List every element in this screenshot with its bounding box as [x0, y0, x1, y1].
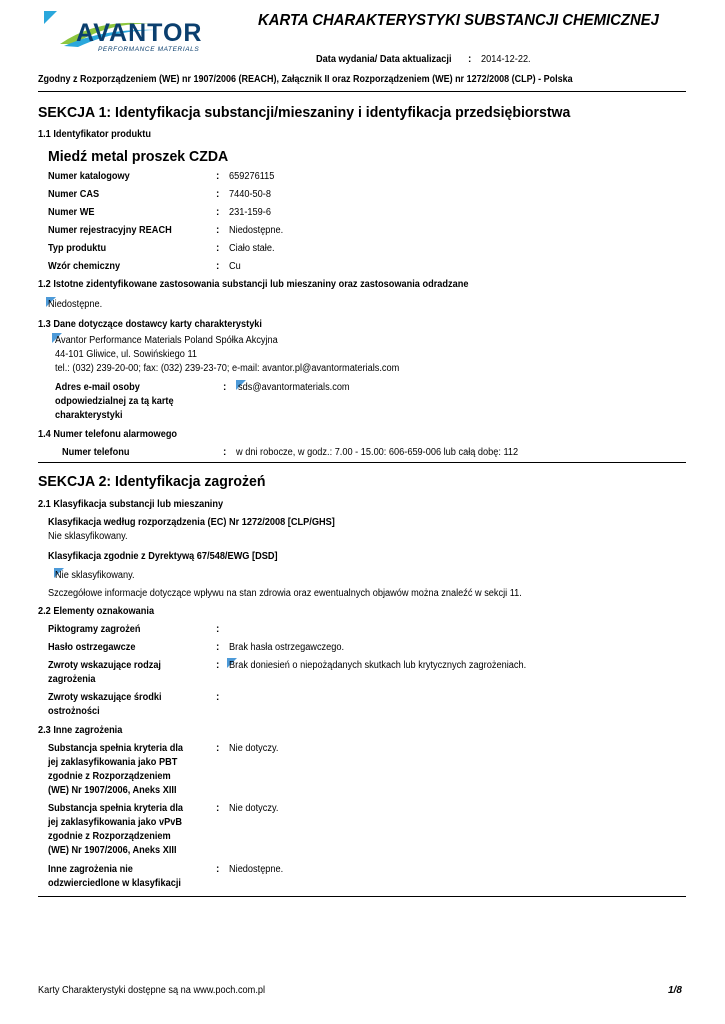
field-value: 659276115	[229, 171, 275, 182]
colon: :	[468, 54, 472, 65]
section-1-title: SEKCJA 1: Identyfikacja substancji/mieszaniny i identyfikacja przedsiębiorstwa	[38, 104, 571, 121]
pbt-value: Nie dotyczy.	[229, 743, 279, 754]
hazard-label: zagrożenia	[48, 674, 96, 685]
section-2-title: SEKCJA 2: Identyfikacja zagrożeń	[38, 473, 266, 490]
uses-value: Niedostępne.	[48, 299, 103, 310]
compliance-line: Zgodny z Rozporządzeniem (WE) nr 1907/2006 (REACH), Załącznik II oraz Rozporządzeniem (WE) nr 1272/2008 (CLP) - Polska	[38, 74, 573, 85]
logo-wordmark: AVANTOR	[76, 19, 203, 47]
corner-mark-icon	[44, 11, 57, 24]
clp-label: Klasyfikacja według rozporządzenia (EC) Nr 1272/2008 [CLP/GHS]	[48, 517, 335, 528]
supplier-line: 44-101 Gliwice, ul. Sowińskiego 11	[55, 349, 197, 360]
subsection-2-3: 2.3 Inne zagrożenia	[38, 725, 123, 736]
colon: :	[223, 447, 227, 458]
other-hazards-label: Inne zagrożenia nie	[48, 864, 133, 875]
vpvb-label: zgodnie z Rozporządzeniem	[48, 831, 171, 842]
precaution-label: Zwroty wskazujące środki	[48, 692, 162, 703]
email-label: odpowiedzialnej za tą kartę	[55, 396, 174, 407]
phone-value: w dni robocze, w godz.: 7.00 - 15.00: 606-659-006 lub całą dobę: 112	[236, 447, 519, 458]
hazard-value: Brak doniesień o niepożądanych skutkach lub krytycznych zagrożeniach.	[229, 660, 527, 671]
subsection-2-1: 2.1 Klasyfikacja substancji lub mieszaniny	[38, 499, 224, 510]
clp-value: Nie sklasyfikowany.	[48, 531, 128, 542]
hazard-label: Zwroty wskazujące rodzaj	[48, 660, 162, 671]
section-divider	[38, 462, 686, 463]
logo-tagline: PERFORMANCE MATERIALS	[98, 46, 200, 53]
colon: :	[216, 692, 220, 703]
pbt-label: jej zaklasyfikowania jako PBT	[48, 757, 178, 768]
field-label: Numer katalogowy	[48, 171, 130, 182]
pictograms-label: Piktogramy zagrożeń	[48, 624, 141, 635]
email-value: sds@avantormaterials.com	[238, 382, 350, 393]
field-label: Numer rejestracyjny REACH	[48, 225, 172, 236]
colon: :	[216, 243, 220, 254]
pbt-label: Substancja spełnia kryteria dla	[48, 743, 183, 754]
subsection-1-4: 1.4 Numer telefonu alarmowego	[38, 429, 178, 440]
colon: :	[216, 803, 220, 814]
field-label: Numer WE	[48, 207, 95, 218]
product-name: Miedź metal proszek CZDA	[48, 148, 229, 165]
signal-label: Hasło ostrzegawcze	[48, 642, 136, 653]
field-value: Niedostępne.	[229, 225, 284, 236]
colon: :	[216, 743, 220, 754]
colon: :	[216, 171, 220, 182]
other-hazards-value: Niedostępne.	[229, 864, 284, 875]
field-value: 231-159-6	[229, 207, 271, 218]
avantor-logo	[58, 14, 236, 54]
dsd-label: Klasyfikacja zgodnie z Dyrektywą 67/548/EWG [DSD]	[48, 551, 278, 562]
colon: :	[216, 624, 220, 635]
precaution-label: ostrożności	[48, 706, 100, 717]
document-title: KARTA CHARAKTERYSTYKI SUBSTANCJI CHEMICZNEJ	[258, 12, 659, 29]
email-label: charakterystyki	[55, 410, 123, 421]
colon: :	[216, 864, 220, 875]
colon: :	[216, 225, 220, 236]
supplier-line: tel.: (032) 239-20-00; fax: (032) 239-23-70; e-mail: avantor.pl@avantormaterials.com	[55, 363, 400, 374]
footer-note: Karty Charakterystyki dostępne są na www.poch.com.pl	[38, 985, 266, 996]
pbt-label: (WE) Nr 1907/2006, Aneks XIII	[48, 785, 177, 796]
pbt-label: zgodnie z Rozporządzeniem	[48, 771, 171, 782]
header-divider	[38, 91, 686, 92]
field-value: 7440-50-8	[229, 189, 271, 200]
field-value: Cu	[229, 261, 241, 272]
field-label: Typ produktu	[48, 243, 107, 254]
health-note: Szczegółowe informacje dotyczące wpływu na stan zdrowia oraz ewentualnych objawów można znaleźć w sekcji 11.	[48, 588, 522, 599]
subsection-2-2: 2.2 Elementy oznakowania	[38, 606, 155, 617]
field-label: Wzór chemiczny	[48, 261, 121, 272]
colon: :	[223, 382, 227, 393]
dsd-value: Nie sklasyfikowany.	[55, 570, 135, 581]
colon: :	[216, 642, 220, 653]
vpvb-label: (WE) Nr 1907/2006, Aneks XIII	[48, 845, 177, 856]
phone-label: Numer telefonu	[62, 447, 130, 458]
date-label: Data wydania/ Data aktualizacji	[316, 54, 452, 65]
vpvb-label: Substancja spełnia kryteria dla	[48, 803, 183, 814]
supplier-line: Avantor Performance Materials Poland Spółka Akcyjna	[55, 335, 278, 346]
subsection-1-1: 1.1 Identyfikator produktu	[38, 129, 151, 140]
colon: :	[216, 660, 220, 671]
signal-value: Brak hasła ostrzegawczego.	[229, 642, 345, 653]
vpvb-value: Nie dotyczy.	[229, 803, 279, 814]
subsection-1-3: 1.3 Dane dotyczące dostawcy karty charakterystyki	[38, 319, 262, 330]
other-hazards-label: odzwierciedlone w klasyfikacji	[48, 878, 181, 889]
colon: :	[216, 207, 220, 218]
date-value: 2014-12-22.	[481, 54, 531, 65]
field-value: Ciało stałe.	[229, 243, 275, 254]
field-label: Numer CAS	[48, 189, 100, 200]
section-divider	[38, 896, 686, 897]
page-number: 1/8	[668, 985, 682, 996]
subsection-1-2: 1.2 Istotne zidentyfikowane zastosowania substancji lub mieszaniny oraz zastosowania odradzane	[38, 279, 469, 290]
colon: :	[216, 189, 220, 200]
vpvb-label: jej zaklasyfikowania jako vPvB	[48, 817, 182, 828]
colon: :	[216, 261, 220, 272]
email-label: Adres e-mail osoby	[55, 382, 140, 393]
